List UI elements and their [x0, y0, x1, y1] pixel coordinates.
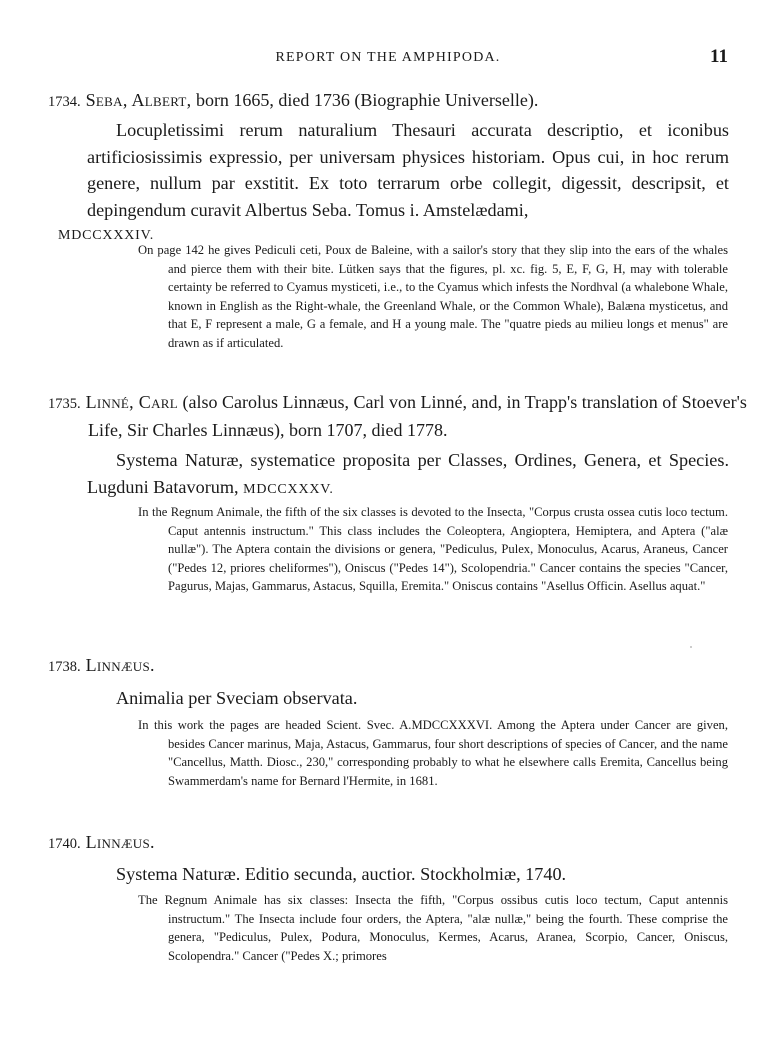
entry-note: In the Regnum Animale, the fifth of the six classes is devoted to the Insecta, "Corpus crusta ossea cutis loco tectum. Caput antennis instructum." This class includes the Coleoptera, Angioptera, Hemiptera, and Aptera ("alæ nullæ"). The Aptera contain the divisions or genera, "Pediculus, Pulex, Monoculus, Acarus, Araneus, Cancer ("Pedes 12, priores cheliformes"), Oniscus ("Pedes 14"), Scolopendria." Cancer contains the species "Cancer, Pagurus, Majas, Gammarus, Astacus, Squilla, Eremita." Oniscus contains "Asellus Officin. Asellus aquat." — [138, 505, 728, 594]
page-number: 11 — [710, 46, 728, 67]
author-name: Seba, Albert, — [85, 90, 192, 110]
author-details: (also Carolus Linnæus, Carl von Linné, and, in Trapp's translation of Stoever's Life, Sir Charles Linnæus), born 1707, died 1778. — [88, 392, 747, 440]
work-title — [58, 117, 729, 250]
page-header — [0, 46, 776, 70]
entry-note: On page 142 he gives Pediculi ceti, Poux de Baleine, with a sailor's story that they slip into the ears of the whales and pierce them with their bite. Lütken says that the figures, pl. xc. fig. 5, E, F, G, H, may with tolerable certainty be referred to Cyamus mysticeti, i.e., to the Cyamus which infests the Nordhval (a whalebone Whale, known in English as the Right-whale, the Greenland Whale, or the Common Whale), Balæna mysticetus, and that E, F represent a male, G a female, and H a young male. The "quatre pieds au milieu longs et menus" are drawn as if articulated. — [138, 243, 728, 350]
work-title — [87, 685, 729, 712]
entry-heading — [48, 829, 738, 857]
entry-year: 1735. — [48, 396, 81, 412]
scan-speck — [690, 646, 692, 648]
work-title-text: Systema Naturæ. Editio secunda, auctior. Stockholmiæ, 1740. — [116, 864, 567, 884]
author-name: Linnæus. — [85, 655, 155, 675]
work-title — [87, 861, 729, 888]
running-title: REPORT ON THE AMPHIPODA. — [275, 50, 501, 65]
author-name: Linné, Carl — [85, 392, 178, 412]
author-details: born 1665, died 1736 (Biographie Universelle). — [191, 90, 539, 110]
work-title-text: Systema Naturæ, systematice proposita per Classes, Ordines, Genera, et Species. Lugduni Batavorum, — [87, 450, 729, 497]
work-title-text: Locupletissimi rerum naturalium Thesauri accurata descriptio, et iconibus artificiosissimis expressio, per universam physices historiam. Opus cui, in hoc rerum genere, nullum par exstitit. Ex toto terrarum orbe collegit, digessit, descripsit, et depingendum curavit Albertus Seba. Tomus i. Amstelædami, — [87, 120, 729, 220]
entry-year: 1734. — [48, 94, 81, 110]
work-date: MDCCXXXV. — [243, 481, 334, 497]
entry-year: 1740. — [48, 836, 81, 852]
entry-note: The Regnum Animale has six classes: Insecta the fifth, "Corpus ossibus cutis loco tectum, Caput antennis instructum." The Insecta include four orders, the Aptera, "alæ nullæ," being the fourth. These comprise the genera, "Pediculus, Pulex, Podura, Monoculus, Kermes, Acarus, Aranea, Scorpio, Cancer, Oniscus, Scolopendra." Cancer ("Pedes X.; primores — [138, 893, 728, 963]
entry-heading — [48, 389, 776, 443]
work-title — [87, 447, 729, 503]
author-name: Linnæus. — [85, 832, 155, 852]
work-title-text: Animalia per Sveciam observata. — [116, 688, 358, 708]
entry-heading — [48, 652, 738, 680]
work-date: MDCCXXXIV. — [58, 228, 155, 243]
entry-year: 1738. — [48, 659, 81, 675]
entry-note: In this work the pages are headed Scient. Svec. A.MDCCXXXVI. Among the Aptera under Cancer are given, besides Cancer marinus, Maja, Astacus, Gammarus, four short descriptions of species of Cancer, and the name "Cancellus, Matth. Diosc., 230," corresponding probably to what he elsewhere calls Eremita, Cancellus being Swammerdam's name for Bernard l'Hermite, in 1681. — [138, 718, 728, 788]
entry-heading — [48, 87, 738, 115]
